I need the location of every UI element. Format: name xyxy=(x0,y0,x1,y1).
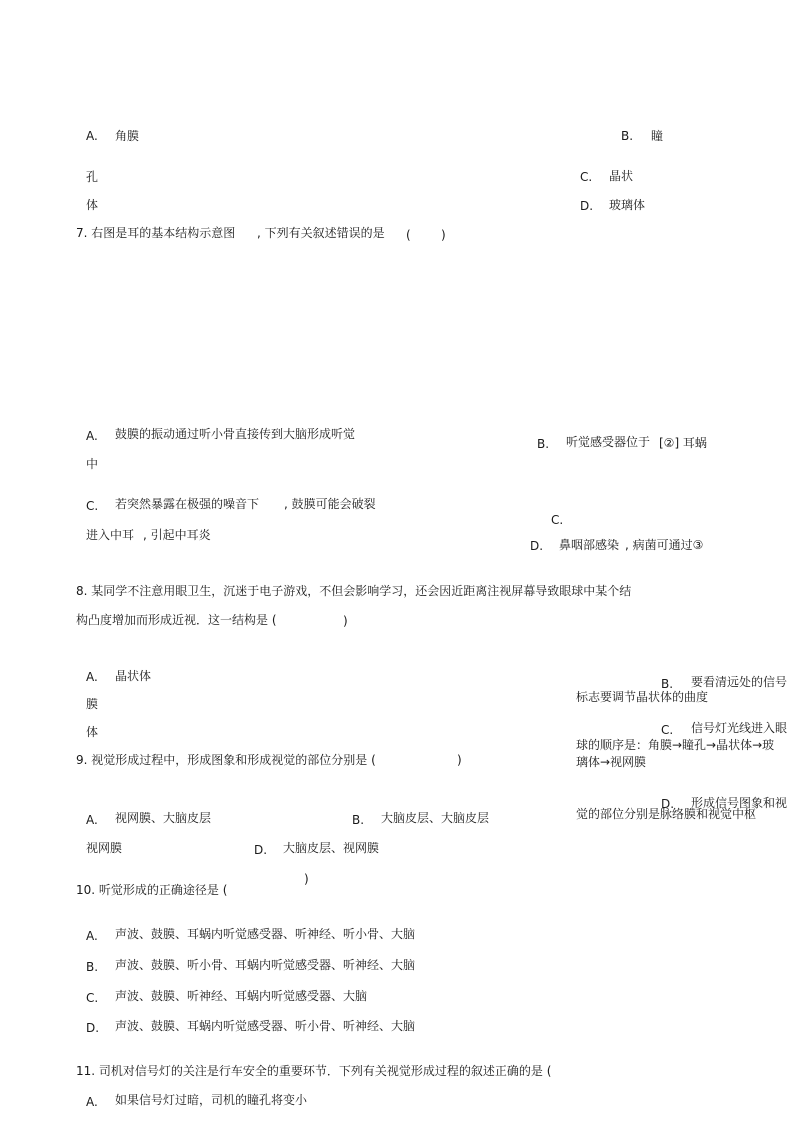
q8-stem-line-1: 8. 某同学不注意用眼卫生，沉迷于电子游戏，不但会影响学习，还会因近距离注视屏幕导致眼球中某个结 xyxy=(76,584,632,598)
q7-option-c-continuation-end: , 引起中耳炎 xyxy=(143,528,211,542)
q11-option-d-text-line-1: 形成信号图象和视 xyxy=(691,796,788,810)
q8-option-a-label: A. xyxy=(86,670,98,684)
q11-option-b-text-line-1: 要看清远处的信号 xyxy=(691,675,788,689)
q11-option-b-label: B. xyxy=(661,677,674,691)
q11-option-a-text: 如果信号灯过暗，司机的瞳孔将变小 xyxy=(115,1093,308,1107)
q7-paren-close: ) xyxy=(441,228,446,242)
q7-option-c-label: C. xyxy=(86,499,99,513)
option-c-text: 晶状 xyxy=(609,169,634,183)
q7-option-c-label-right: C. xyxy=(551,513,564,527)
q7-paren-open: ( xyxy=(406,228,411,242)
q9-option-d-label: D. xyxy=(254,843,268,857)
q9-option-d-text: 大脑皮层、视网膜 xyxy=(283,841,380,855)
q7-option-c-text-start: 若突然暴露在极强的噪音下 xyxy=(115,497,260,511)
q9-option-a-text: 视网膜、大脑皮层 xyxy=(115,811,212,825)
q7-stem-start: 7. 右图是耳的基本结构示意图 xyxy=(76,226,236,240)
q10-option-d-label: D. xyxy=(86,1021,100,1035)
q9-stem: 9. 视觉形成过程中，形成图象和形成视觉的部位分别是 ( xyxy=(76,753,376,767)
q7-option-a-continuation: 中 xyxy=(86,457,99,471)
q11-option-c-text-line-2: 球的顺序是：角膜→瞳孔→晶状体→玻 xyxy=(576,738,775,752)
q7-option-d-text-start: 鼻咽部感染 xyxy=(559,538,620,552)
q9-paren-close: ) xyxy=(457,753,462,767)
q10-option-c-label: C. xyxy=(86,991,99,1005)
option-a-label: A. xyxy=(86,129,98,143)
q7-option-a-text: 鼓膜的振动通过听小骨直接传到大脑形成听觉 xyxy=(115,427,356,441)
q8-continuation-1: 膜 xyxy=(86,697,99,711)
q7-option-c-continuation-start: 进入中耳 xyxy=(86,528,135,542)
q11-option-c-text-line-1: 信号灯光线进入眼 xyxy=(691,721,788,735)
q10-option-a-text: 声波、鼓膜、耳蜗内听觉感受器、听神经、听小骨、大脑 xyxy=(115,927,416,941)
q7-option-c-text-end: , 鼓膜可能会破裂 xyxy=(284,497,376,511)
option-a-text: 角膜 xyxy=(115,129,140,143)
q7-option-b-text: 听觉感受器位于 xyxy=(566,435,651,449)
q11-option-c-text-line-3: 璃体→视网膜 xyxy=(576,755,647,769)
q11-option-c-label: C. xyxy=(661,723,674,737)
q8-continuation-2: 体 xyxy=(86,725,99,739)
q7-option-a-label: A. xyxy=(86,429,98,443)
q11-option-d-text-line-2: 觉的部位分别是脉络膜和视觉中枢 xyxy=(576,807,757,821)
option-b-text: 瞳 xyxy=(651,129,664,143)
q11-stem: 11. 司机对信号灯的关注是行车安全的重要环节．下列有关视觉形成过程的叙述正确的是 ( xyxy=(76,1064,552,1078)
q8-paren-close: ) xyxy=(343,614,348,628)
q10-option-b-label: B. xyxy=(86,960,99,974)
q10-stem: 10. 听觉形成的正确途径是 ( xyxy=(76,883,228,897)
q10-paren-close: ) xyxy=(304,872,309,886)
option-d-text: 玻璃体 xyxy=(609,198,646,212)
q10-option-c-text: 声波、鼓膜、听神经、耳蜗内听觉感受器、大脑 xyxy=(115,989,368,1003)
q8-stem-line-2: 构凸度增加而形成近视．这一结构是 ( xyxy=(76,613,277,627)
q9-option-b-label: B. xyxy=(352,813,365,827)
q7-option-b-bracket: [②] 耳蜗 xyxy=(659,436,707,450)
q7-option-d-text-end: , 病菌可通过③ xyxy=(625,538,704,552)
option-c-continuation: 体 xyxy=(86,198,99,212)
q9-option-a-label: A. xyxy=(86,813,98,827)
q11-option-a-label: A. xyxy=(86,1095,98,1109)
q7-stem-end: , 下列有关叙述错误的是 xyxy=(257,226,385,240)
q11-option-b-text-line-2: 标志要调节晶状体的曲度 xyxy=(576,690,709,704)
q9-option-b-text: 大脑皮层、大脑皮层 xyxy=(381,811,490,825)
option-b-continuation: 孔 xyxy=(86,170,99,184)
q8-option-a-text: 晶状体 xyxy=(115,669,152,683)
q7-option-d-label: D. xyxy=(530,539,544,553)
q10-option-b-text: 声波、鼓膜、听小骨、耳蜗内听觉感受器、听神经、大脑 xyxy=(115,958,416,972)
q7-option-b-label: B. xyxy=(537,437,550,451)
q9-option-c-text: 视网膜 xyxy=(86,841,123,855)
q10-option-d-text: 声波、鼓膜、耳蜗内听觉感受器、听小骨、听神经、大脑 xyxy=(115,1019,416,1033)
option-b-label: B. xyxy=(621,129,634,143)
option-c-label: C. xyxy=(580,170,593,184)
q11-option-d-label: D. xyxy=(661,797,675,811)
q10-option-a-label: A. xyxy=(86,929,98,943)
option-d-label: D. xyxy=(580,199,594,213)
